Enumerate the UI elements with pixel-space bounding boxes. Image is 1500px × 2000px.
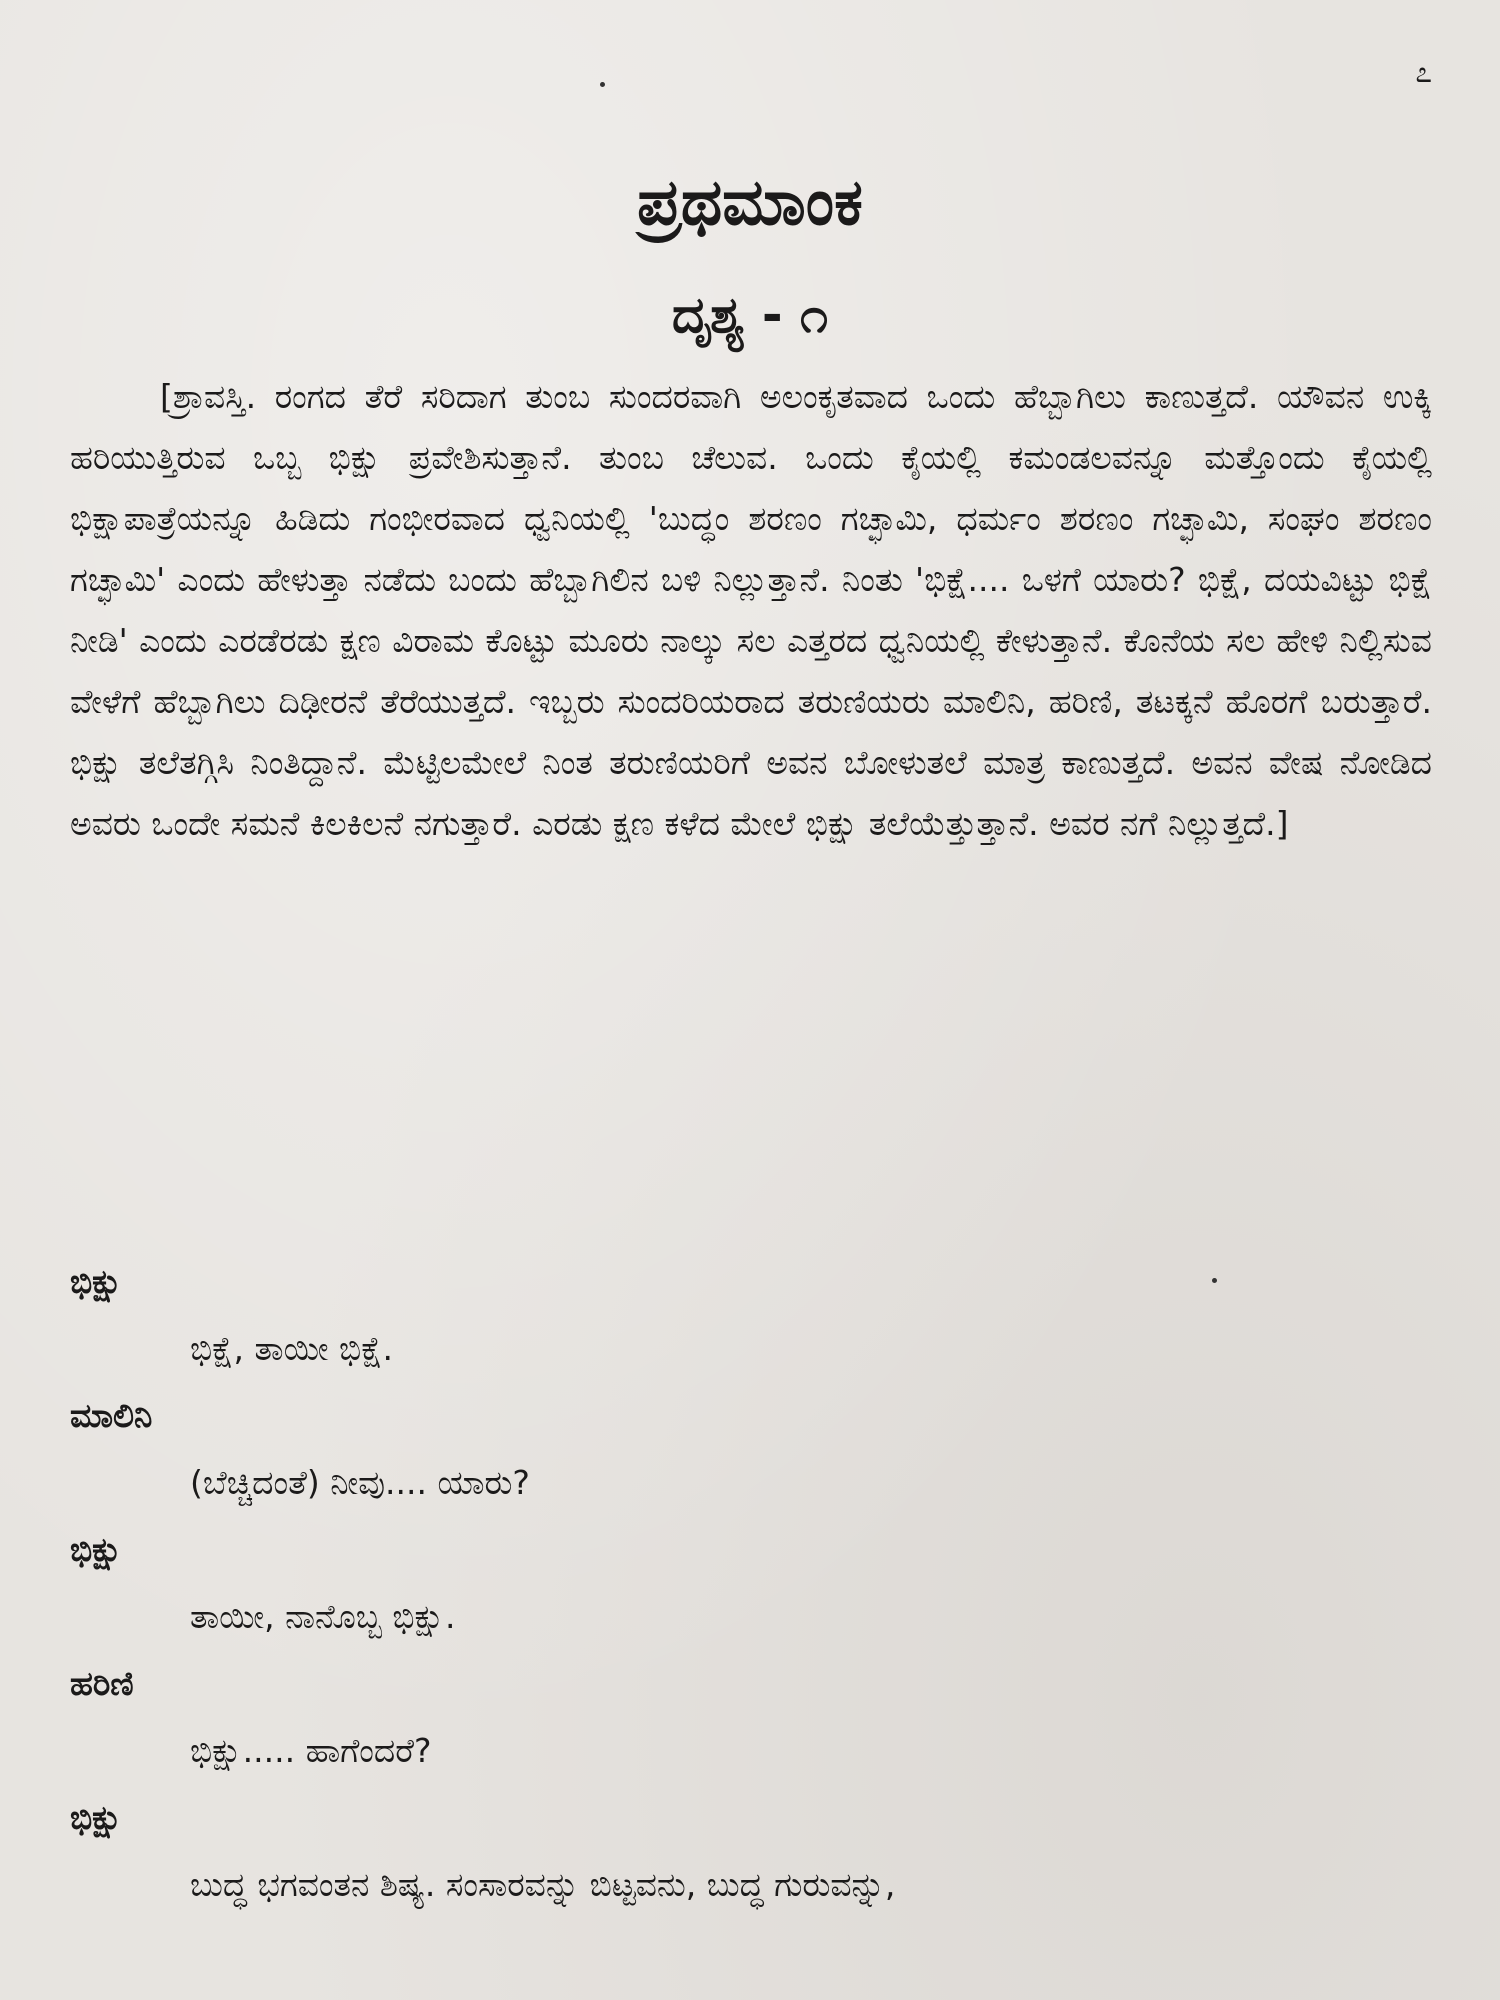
speaker-name: ಭಿಕ್ಷು [70, 1262, 123, 1301]
speaker-name: ಹರಿಣಿ [70, 1664, 134, 1703]
dialogue-turn [70, 1516, 1440, 1650]
speech-line: (ಬೆಚ್ಚಿದಂತೆ) ನೀವು.... ಯಾರು? [190, 1463, 530, 1502]
print-speck [1212, 1278, 1217, 1283]
dialogue-turn [70, 1382, 1440, 1516]
print-speck [600, 82, 605, 87]
dialogue-turn [70, 1650, 1440, 1784]
speaker-name: ಭಿಕ್ಷು [70, 1530, 123, 1569]
page-number: ೭ [1415, 55, 1432, 90]
speaker-name: ಮಾಲಿನಿ [70, 1396, 153, 1435]
speech-line: ಭಿಕ್ಷೆ, ತಾಯೀ ಭಿಕ್ಷೆ. [190, 1329, 393, 1368]
speech-line: ತಾಯೀ, ನಾನೊಬ್ಬ ಭಿಕ್ಷು. [190, 1597, 456, 1636]
speech-line: ಬುದ್ಧ ಭಗವಂತನ ಶಿಷ್ಯ. ಸಂಸಾರವನ್ನು ಬಿಟ್ಟವನು, ಬುದ್ಧ ಗುರುವನ್ನು, [190, 1865, 896, 1904]
speaker-name: ಭಿಕ್ಷು [70, 1798, 123, 1837]
speech-line: ಭಿಕ್ಷು..... ಹಾಗೆಂದರೆ? [190, 1731, 432, 1770]
act-title: ಪ್ರಥಮಾಂಕ [637, 166, 863, 240]
dialogue [70, 1248, 1440, 1918]
dialogue-turn [70, 1248, 1440, 1382]
stage-direction: [ಶ್ರಾವಸ್ತಿ. ರಂಗದ ತೆರೆ ಸರಿದಾಗ ತುಂಬ ಸುಂದರವಾಗಿ ಅಲಂಕೃತವಾದ ಒಂದು ಹೆಬ್ಬಾಗಿಲು ಕಾಣುತ್ತದೆ. ಯೌವನ ಉಕ್ಕಿ ಹರಿಯುತ್ತಿರುವ ಒಬ್ಬ ಭಿಕ್ಷು ಪ್ರವೇಶಿಸುತ್ತಾನೆ. ತುಂಬ ಚೆಲುವ. ಒಂದು ಕೈಯಲ್ಲಿ ಕಮಂಡಲವನ್ನೂ ಮತ್ತೊಂದು ಕೈಯಲ್ಲಿ ಭಿಕ್ಷಾಪಾತ್ರೆಯನ್ನೂ ಹಿಡಿದು ಗಂಭೀರವಾದ ಧ್ವನಿಯಲ್ಲಿ 'ಬುದ್ಧಂ ಶರಣಂ ಗಚ್ಛಾಮಿ, ಧರ್ಮಂ ಶರಣಂ ಗಚ್ಛಾಮಿ, ಸಂಘಂ ಶರಣಂ ಗಚ್ಛಾಮಿ' ಎಂದು ಹೇಳುತ್ತಾ ನಡೆದು ಬಂದು ಹೆಬ್ಬಾಗಿಲಿನ ಬಳಿ ನಿಲ್ಲುತ್ತಾನೆ. ನಿಂತು 'ಭಿಕ್ಷೆ.... ಒಳಗೆ ಯಾರು? ಭಿಕ್ಷೆ, ದಯವಿಟ್ಟು ಭಿಕ್ಷೆ ನೀಡಿ' ಎಂದು ಎರಡೆರಡು ಕ್ಷಣ ವಿರಾಮ ಕೊಟ್ಟು ಮೂರು ನಾಲ್ಕು ಸಲ ಎತ್ತರದ ಧ್ವನಿಯಲ್ಲಿ ಕೇಳುತ್ತಾನೆ. ಕೊನೆಯ ಸಲ ಹೇಳಿ ನಿಲ್ಲಿಸುವ ವೇಳೆಗೆ ಹೆಬ್ಬಾಗಿಲು ದಿಢೀರನೆ ತೆರೆಯುತ್ತದೆ. ಇಬ್ಬರು ಸುಂದರಿಯರಾದ ತರುಣಿಯರು ಮಾಲಿನಿ, ಹರಿಣಿ, ತಟಕ್ಕನೆ ಹೊರಗೆ ಬರುತ್ತಾರೆ. ಭಿಕ್ಷು ತಲೆತಗ್ಗಿಸಿ ನಿಂತಿದ್ದಾನೆ. ಮೆಟ್ಟಿಲಮೇಲೆ ನಿಂತ ತರುಣಿಯರಿಗೆ ಅವನ ಬೋಳುತಲೆ ಮಾತ್ರ ಕಾಣುತ್ತದೆ. ಅವನ ವೇಷ ನೋಡಿದ ಅವರು ಒಂದೇ ಸಮನೆ ಕಿಲಕಿಲನೆ ನಗುತ್ತಾರೆ. ಎರಡು ಕ್ಷಣ ಕಳೆದ ಮೇಲೆ ಭಿಕ್ಷು ತಲೆಯೆತ್ತುತ್ತಾನೆ. ಅವರ ನಗೆ ನಿಲ್ಲುತ್ತದೆ.] [70, 377, 1432, 843]
scene-title: ದೃಶ್ಯ - ೧ [671, 286, 829, 344]
dialogue-turn [70, 1784, 1440, 1918]
